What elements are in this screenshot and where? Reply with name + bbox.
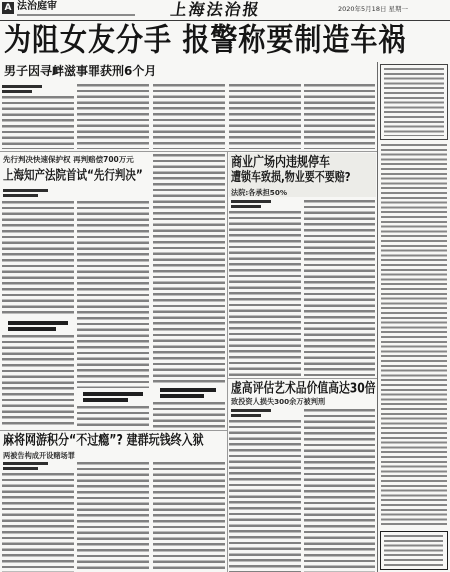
ip-body-column-1-cont	[2, 335, 74, 428]
parking-body-column-2	[304, 200, 375, 376]
ip-story-kicker: 先行判决快速保护权 再判赔偿700万元	[3, 155, 134, 164]
ip-body-subhead	[83, 398, 128, 402]
sidebar-divider	[377, 62, 378, 572]
gambling-body-column-1	[2, 473, 74, 572]
parking-story-headline-line2: 遭锁车致损,物业要不要赔?	[231, 171, 351, 185]
parking-body-column-1	[229, 211, 301, 376]
lead-body-column-3	[153, 84, 225, 149]
middle-body-subhead	[160, 394, 204, 398]
art-body-column-1	[229, 420, 301, 572]
section-title: 法治庭审	[17, 1, 57, 12]
gambling-body-column-2	[77, 462, 149, 572]
lead-byline	[2, 85, 42, 88]
lead-subheadline: 男子因寻衅滋事罪获刑6个月	[4, 64, 157, 78]
gambling-story-headline: 麻将网游积分“不过瘾”? 建群玩钱终入狱	[3, 431, 204, 448]
gambling-story-byline	[3, 462, 48, 465]
column-divider	[227, 151, 228, 572]
art-story-headline: 虚高评估艺术品价值高达30倍	[231, 379, 376, 396]
sidebar-top-box-text	[384, 68, 444, 136]
sidebar-contact-box	[380, 531, 448, 570]
editor-credit-line	[17, 14, 135, 16]
ip-story-byline	[3, 189, 48, 192]
ip-body-subhead	[83, 392, 143, 396]
section-divider	[0, 151, 377, 152]
ip-story-headline: 上海知产法院首试“先行判决”	[3, 168, 143, 183]
header-rule	[0, 20, 450, 21]
lead-body-column-1	[2, 96, 74, 149]
ip-body-column-1	[2, 201, 74, 317]
parking-story-byline	[231, 200, 271, 203]
sidebar-body-text	[381, 144, 447, 527]
gambling-story-deck: 两被告构成开设赌场罪	[3, 451, 75, 460]
lead-byline	[2, 90, 32, 93]
gambling-body-column-3	[153, 462, 225, 572]
art-body-column-2	[304, 409, 375, 572]
sidebar-top-box	[380, 64, 448, 140]
lead-body-column-5	[304, 84, 375, 149]
lead-headline: 为阻女友分手 报警称要制造车祸	[4, 22, 407, 59]
masthead: 上海法治报	[169, 0, 263, 19]
parking-story-headline-line1: 商业广场内违规停车	[231, 153, 330, 170]
sidebar-contact-box-text	[384, 535, 443, 566]
art-story-byline	[231, 409, 271, 412]
middle-body-column	[153, 154, 225, 384]
gambling-story-byline	[3, 467, 38, 470]
issue-date: 2020年5月18日 星期一	[338, 5, 409, 13]
lead-body-column-2	[77, 84, 149, 149]
art-story-deck: 致投资人损失300余万被判刑	[231, 397, 326, 406]
ip-body-column-2-cont	[77, 406, 149, 428]
middle-body-column-cont	[153, 402, 225, 428]
middle-body-subhead	[160, 388, 216, 392]
section-badge: A	[2, 2, 14, 14]
parking-story-byline	[231, 205, 261, 208]
lead-body-column-4	[229, 84, 301, 149]
parking-story-deck: 法院:各承担50%	[231, 188, 288, 197]
ip-body-subhead	[8, 327, 56, 331]
art-story-byline	[231, 414, 261, 417]
ip-body-column-2	[77, 201, 149, 388]
ip-story-byline	[3, 194, 38, 197]
ip-body-subhead	[8, 321, 68, 325]
